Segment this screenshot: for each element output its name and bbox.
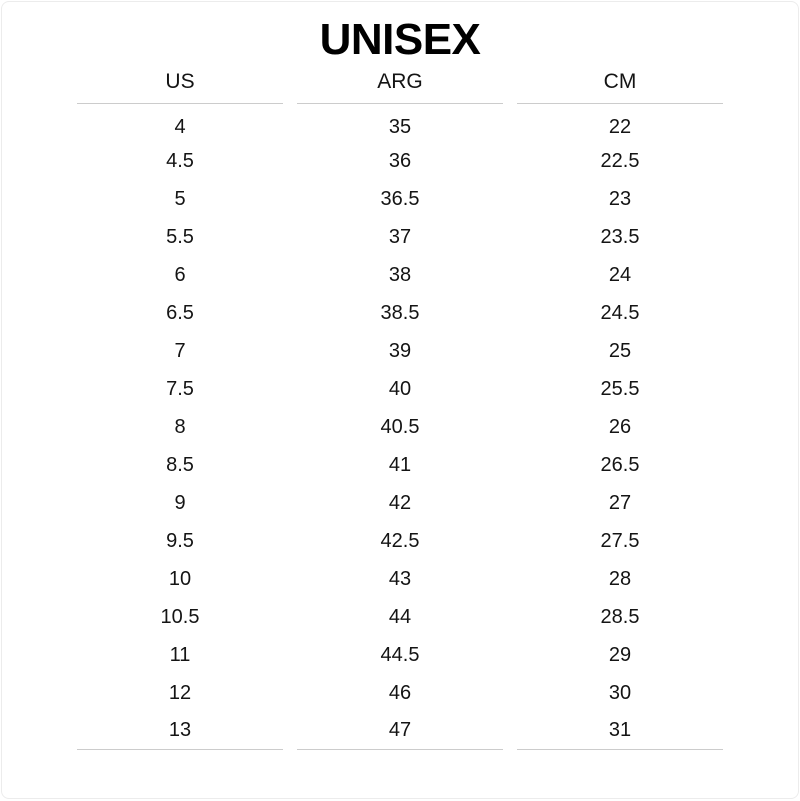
size-cell-arg: 36 bbox=[388, 149, 412, 172]
size-cell-arg: 40 bbox=[388, 377, 412, 400]
size-cell-arg: 40.5 bbox=[380, 415, 420, 438]
size-cell-cm: 27 bbox=[608, 491, 632, 514]
size-cell-arg: 38 bbox=[388, 263, 412, 286]
table-row bbox=[77, 560, 723, 598]
size-cell-cm: 24.5 bbox=[600, 301, 640, 324]
table-row bbox=[77, 218, 723, 256]
table-row bbox=[77, 446, 723, 484]
size-cell-us: 5 bbox=[174, 187, 186, 210]
size-cell-us: 11 bbox=[169, 643, 191, 666]
size-cell-us: 4.5 bbox=[166, 149, 194, 172]
size-cell-cm: 31 bbox=[517, 712, 723, 750]
size-cell-us: 13 bbox=[77, 712, 283, 750]
size-cell-cm: 29 bbox=[608, 643, 632, 666]
size-cell-us: 6 bbox=[174, 263, 186, 286]
table-row bbox=[77, 636, 723, 674]
size-cell-cm: 23 bbox=[608, 187, 632, 210]
size-cell-cm: 26 bbox=[608, 415, 632, 438]
table-row bbox=[77, 408, 723, 446]
size-cell-cm: 25 bbox=[608, 339, 632, 362]
table-row bbox=[77, 294, 723, 332]
table-row bbox=[77, 256, 723, 294]
table-row bbox=[77, 370, 723, 408]
size-cell-us: 12 bbox=[168, 681, 192, 704]
column-header-arg: ARG bbox=[297, 68, 503, 104]
size-cell-cm: 25.5 bbox=[600, 377, 640, 400]
size-cell-us: 5.5 bbox=[166, 225, 194, 248]
size-cell-arg: 38.5 bbox=[380, 301, 420, 324]
size-cell-arg: 44 bbox=[388, 605, 412, 628]
table-row bbox=[77, 332, 723, 370]
size-chart-panel bbox=[1, 1, 799, 799]
size-cell-us: 9.5 bbox=[166, 529, 194, 552]
table-row bbox=[77, 674, 723, 712]
size-cell-us: 10.5 bbox=[160, 605, 200, 628]
size-cell-us: 7 bbox=[174, 339, 186, 362]
table-row bbox=[77, 104, 723, 142]
size-cell-arg: 36.5 bbox=[380, 187, 420, 210]
size-cell-arg: 47 bbox=[297, 712, 503, 750]
column-header-cm: CM bbox=[517, 68, 723, 104]
table-row bbox=[77, 180, 723, 218]
size-cell-arg: 42 bbox=[388, 491, 412, 514]
size-cell-arg: 44.5 bbox=[380, 643, 420, 666]
size-cell-arg: 37 bbox=[388, 225, 412, 248]
table-row bbox=[77, 522, 723, 560]
size-cell-cm: 22.5 bbox=[600, 149, 640, 172]
table-row bbox=[77, 598, 723, 636]
size-cell-arg: 41 bbox=[388, 453, 412, 476]
size-cell-arg: 43 bbox=[388, 567, 412, 590]
size-cell-cm: 22 bbox=[608, 116, 632, 138]
size-conversion-table bbox=[63, 68, 737, 750]
size-table-body bbox=[77, 104, 723, 750]
size-cell-us: 7.5 bbox=[166, 377, 194, 400]
table-row bbox=[77, 712, 723, 750]
size-cell-cm: 27.5 bbox=[600, 529, 640, 552]
size-cell-us: 8.5 bbox=[166, 453, 194, 476]
size-cell-cm: 30 bbox=[608, 681, 632, 704]
size-cell-arg: 35 bbox=[388, 116, 412, 138]
table-row bbox=[77, 142, 723, 180]
size-cell-us: 6.5 bbox=[166, 301, 194, 324]
size-cell-cm: 28 bbox=[608, 567, 632, 590]
size-cell-cm: 26.5 bbox=[600, 453, 640, 476]
table-row bbox=[77, 484, 723, 522]
column-header-us: US bbox=[77, 68, 283, 104]
size-cell-arg: 42.5 bbox=[380, 529, 420, 552]
size-cell-us: 10 bbox=[168, 567, 192, 590]
header-row bbox=[77, 68, 723, 104]
page-title: UNISEX bbox=[319, 15, 481, 64]
size-cell-us: 4 bbox=[174, 116, 186, 138]
size-cell-arg: 46 bbox=[388, 681, 412, 704]
size-cell-cm: 23.5 bbox=[600, 225, 640, 248]
size-cell-us: 9 bbox=[174, 491, 186, 514]
size-cell-us: 8 bbox=[174, 415, 186, 438]
size-table-head bbox=[77, 68, 723, 104]
size-cell-cm: 24 bbox=[608, 263, 632, 286]
size-cell-cm: 28.5 bbox=[600, 605, 640, 628]
size-cell-arg: 39 bbox=[388, 339, 412, 362]
